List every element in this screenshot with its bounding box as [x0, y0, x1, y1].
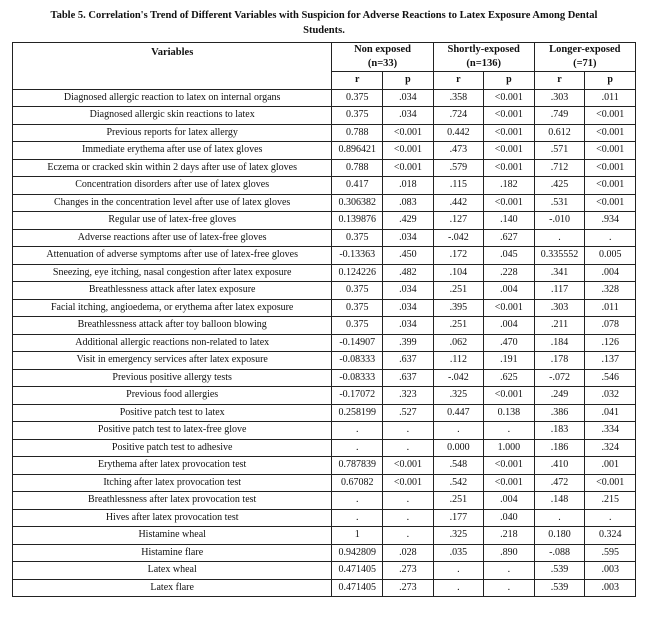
non-exposed-p-cell: <0.001 — [383, 124, 434, 142]
r-header: r — [332, 72, 383, 90]
longer-exposed-p-cell: <0.001 — [585, 194, 636, 212]
shortly-exposed-r-cell: .325 — [433, 387, 483, 405]
shortly-exposed-p-cell: .218 — [484, 527, 535, 545]
shortly-exposed-p-cell: .004 — [484, 492, 535, 510]
non-exposed-r-cell: 0.375 — [332, 89, 383, 107]
longer-exposed-p-cell: .032 — [585, 387, 636, 405]
table-row — [13, 142, 636, 160]
table-row — [13, 387, 636, 405]
non-exposed-r-cell: 0.896421 — [332, 142, 383, 160]
variable-label: Breathlessness attack after latex exposure — [13, 282, 332, 300]
shortly-exposed-r-cell: .724 — [433, 107, 483, 125]
table-row — [13, 299, 636, 317]
variable-label: Immediate erythema after use of latex gloves — [13, 142, 332, 160]
non-exposed-p-cell: .083 — [383, 194, 434, 212]
non-exposed-r-cell: -0.17072 — [332, 387, 383, 405]
shortly-exposed-r-cell: .548 — [433, 457, 483, 475]
longer-exposed-r-cell: .539 — [534, 579, 585, 597]
non-exposed-p-cell: .273 — [383, 579, 434, 597]
longer-exposed-r-cell: . — [534, 509, 585, 527]
shortly-exposed-r-cell: .325 — [433, 527, 483, 545]
variable-label: Erythema after latex provocation test — [13, 457, 332, 475]
longer-exposed-p-cell: <0.001 — [585, 124, 636, 142]
shortly-exposed-p-cell: <0.001 — [484, 387, 535, 405]
group-name: Longer-exposed — [549, 44, 621, 55]
variable-label: Changes in the concentration level after use of latex gloves — [13, 194, 332, 212]
shortly-exposed-r-cell: .395 — [433, 299, 483, 317]
group-name: Shortly-exposed — [447, 44, 520, 55]
variable-label: Facial itching, angioedema, or erythema after latex exposure — [13, 299, 332, 317]
longer-exposed-p-cell: . — [585, 509, 636, 527]
longer-exposed-p-cell: .934 — [585, 212, 636, 230]
longer-exposed-r-cell: .178 — [534, 352, 585, 370]
longer-exposed-r-cell: . — [534, 229, 585, 247]
variable-label: Visit in emergency services after latex exposure — [13, 352, 332, 370]
non-exposed-p-cell: .273 — [383, 562, 434, 580]
variable-label: Latex flare — [13, 579, 332, 597]
shortly-exposed-r-cell: . — [433, 422, 483, 440]
non-exposed-p-cell: .482 — [383, 264, 434, 282]
non-exposed-r-cell: 0.788 — [332, 124, 383, 142]
non-exposed-p-cell: .323 — [383, 387, 434, 405]
shortly-exposed-r-cell: -.042 — [433, 369, 483, 387]
variable-label: Previous positive allergy tests — [13, 369, 332, 387]
longer-exposed-r-cell: .186 — [534, 439, 585, 457]
variable-label: Sneezing, eye itching, nasal congestion after latex exposure — [13, 264, 332, 282]
variable-label: Diagnosed allergic skin reactions to latex — [13, 107, 332, 125]
longer-exposed-r-cell: -.010 — [534, 212, 585, 230]
caption-line-1: Table 5. Correlation's Trend of Different Variables with Suspicion for Adverse Reactions to Latex Exposure Among Dental — [50, 10, 598, 21]
longer-exposed-p-cell: .546 — [585, 369, 636, 387]
variable-label: Adverse reactions after use of latex-free gloves — [13, 229, 332, 247]
variables-header: Variables — [13, 43, 332, 90]
longer-exposed-p-cell: .126 — [585, 334, 636, 352]
longer-exposed-r-cell: .712 — [534, 159, 585, 177]
table-row — [13, 439, 636, 457]
correlation-table — [12, 42, 636, 597]
non-exposed-r-cell: -0.08333 — [332, 369, 383, 387]
non-exposed-p-cell: . — [383, 527, 434, 545]
shortly-exposed-r-cell: .172 — [433, 247, 483, 265]
shortly-exposed-p-cell: <0.001 — [484, 107, 535, 125]
variable-label: Eczema or cracked skin within 2 days after use of latex gloves — [13, 159, 332, 177]
longer-exposed-p-cell: <0.001 — [585, 474, 636, 492]
group-header-longer-exposed — [534, 43, 635, 72]
non-exposed-p-cell: .034 — [383, 89, 434, 107]
non-exposed-p-cell: <0.001 — [383, 474, 434, 492]
non-exposed-r-cell: . — [332, 439, 383, 457]
variable-label: Histamine flare — [13, 544, 332, 562]
longer-exposed-r-cell: .749 — [534, 107, 585, 125]
shortly-exposed-r-cell: .177 — [433, 509, 483, 527]
table-row — [13, 579, 636, 597]
table-row — [13, 282, 636, 300]
shortly-exposed-r-cell: 0.442 — [433, 124, 483, 142]
table-body — [13, 89, 636, 597]
variable-label: Histamine wheal — [13, 527, 332, 545]
shortly-exposed-p-cell: <0.001 — [484, 142, 535, 160]
longer-exposed-p-cell: 0.005 — [585, 247, 636, 265]
p-header: p — [585, 72, 636, 90]
shortly-exposed-p-cell: .182 — [484, 177, 535, 195]
non-exposed-r-cell: 0.471405 — [332, 562, 383, 580]
table-row — [13, 509, 636, 527]
shortly-exposed-r-cell: -.042 — [433, 229, 483, 247]
variable-label: Attenuation of adverse symptoms after use of latex-free gloves — [13, 247, 332, 265]
longer-exposed-p-cell: .011 — [585, 299, 636, 317]
longer-exposed-p-cell: .003 — [585, 579, 636, 597]
non-exposed-r-cell: 0.375 — [332, 299, 383, 317]
shortly-exposed-p-cell: .040 — [484, 509, 535, 527]
shortly-exposed-p-cell: <0.001 — [484, 299, 535, 317]
longer-exposed-p-cell: .003 — [585, 562, 636, 580]
table-row — [13, 369, 636, 387]
group-n: (n=33) — [367, 58, 398, 69]
table-caption — [4, 8, 644, 38]
table-row — [13, 474, 636, 492]
caption-line-2: Students. — [303, 25, 345, 36]
non-exposed-p-cell: <0.001 — [383, 142, 434, 160]
shortly-exposed-p-cell: <0.001 — [484, 159, 535, 177]
p-header: p — [383, 72, 434, 90]
longer-exposed-p-cell: .324 — [585, 439, 636, 457]
shortly-exposed-p-cell: <0.001 — [484, 457, 535, 475]
longer-exposed-r-cell: .341 — [534, 264, 585, 282]
variable-label: Regular use of latex-free gloves — [13, 212, 332, 230]
shortly-exposed-r-cell: .251 — [433, 282, 483, 300]
longer-exposed-r-cell: 0.180 — [534, 527, 585, 545]
shortly-exposed-p-cell: .228 — [484, 264, 535, 282]
table-row — [13, 89, 636, 107]
variable-label: Itching after latex provocation test — [13, 474, 332, 492]
non-exposed-p-cell: .637 — [383, 369, 434, 387]
longer-exposed-r-cell: .184 — [534, 334, 585, 352]
shortly-exposed-r-cell: 0.000 — [433, 439, 483, 457]
non-exposed-p-cell: .028 — [383, 544, 434, 562]
longer-exposed-p-cell: <0.001 — [585, 159, 636, 177]
longer-exposed-p-cell: . — [585, 229, 636, 247]
longer-exposed-r-cell: .303 — [534, 89, 585, 107]
non-exposed-r-cell: 0.258199 — [332, 404, 383, 422]
table-row — [13, 317, 636, 335]
shortly-exposed-p-cell: .625 — [484, 369, 535, 387]
longer-exposed-p-cell: .078 — [585, 317, 636, 335]
shortly-exposed-p-cell: <0.001 — [484, 124, 535, 142]
non-exposed-p-cell: . — [383, 492, 434, 510]
non-exposed-r-cell: . — [332, 509, 383, 527]
longer-exposed-p-cell: 0.324 — [585, 527, 636, 545]
longer-exposed-p-cell: .137 — [585, 352, 636, 370]
shortly-exposed-p-cell: <0.001 — [484, 474, 535, 492]
non-exposed-p-cell: .399 — [383, 334, 434, 352]
table-row — [13, 544, 636, 562]
table-row — [13, 264, 636, 282]
non-exposed-r-cell: 0.124226 — [332, 264, 383, 282]
longer-exposed-r-cell: .183 — [534, 422, 585, 440]
non-exposed-p-cell: .034 — [383, 107, 434, 125]
non-exposed-p-cell: . — [383, 439, 434, 457]
non-exposed-p-cell: .429 — [383, 212, 434, 230]
variable-label: Latex wheal — [13, 562, 332, 580]
group-header-row — [13, 43, 636, 72]
longer-exposed-r-cell: .386 — [534, 404, 585, 422]
non-exposed-r-cell: 0.417 — [332, 177, 383, 195]
non-exposed-p-cell: .527 — [383, 404, 434, 422]
longer-exposed-p-cell: <0.001 — [585, 142, 636, 160]
longer-exposed-p-cell: .011 — [585, 89, 636, 107]
table-row — [13, 334, 636, 352]
shortly-exposed-r-cell: 0.447 — [433, 404, 483, 422]
non-exposed-r-cell: 0.471405 — [332, 579, 383, 597]
table-row — [13, 194, 636, 212]
shortly-exposed-p-cell: .470 — [484, 334, 535, 352]
table-row — [13, 457, 636, 475]
non-exposed-r-cell: 0.375 — [332, 282, 383, 300]
group-n: (=71) — [573, 58, 597, 69]
shortly-exposed-p-cell: . — [484, 562, 535, 580]
shortly-exposed-p-cell: .191 — [484, 352, 535, 370]
non-exposed-r-cell: -0.08333 — [332, 352, 383, 370]
shortly-exposed-p-cell: .004 — [484, 317, 535, 335]
shortly-exposed-p-cell: 1.000 — [484, 439, 535, 457]
longer-exposed-r-cell: .211 — [534, 317, 585, 335]
variable-label: Breathlessness attack after toy balloon blowing — [13, 317, 332, 335]
shortly-exposed-r-cell: .442 — [433, 194, 483, 212]
table-row — [13, 404, 636, 422]
longer-exposed-p-cell: <0.001 — [585, 107, 636, 125]
variable-label: Positive patch test to latex-free glove — [13, 422, 332, 440]
shortly-exposed-r-cell: .542 — [433, 474, 483, 492]
non-exposed-r-cell: 0.787839 — [332, 457, 383, 475]
non-exposed-r-cell: 0.375 — [332, 317, 383, 335]
longer-exposed-r-cell: 0.612 — [534, 124, 585, 142]
non-exposed-r-cell: -0.14907 — [332, 334, 383, 352]
non-exposed-r-cell: 0.67082 — [332, 474, 383, 492]
shortly-exposed-p-cell: .045 — [484, 247, 535, 265]
table-row — [13, 229, 636, 247]
group-header-non-exposed — [332, 43, 433, 72]
shortly-exposed-r-cell: .112 — [433, 352, 483, 370]
non-exposed-r-cell: 0.375 — [332, 107, 383, 125]
longer-exposed-p-cell: .215 — [585, 492, 636, 510]
table-row — [13, 352, 636, 370]
longer-exposed-p-cell: .328 — [585, 282, 636, 300]
shortly-exposed-r-cell: .358 — [433, 89, 483, 107]
table-row — [13, 212, 636, 230]
variable-label: Positive patch test to adhesive — [13, 439, 332, 457]
non-exposed-r-cell: 0.375 — [332, 229, 383, 247]
shortly-exposed-p-cell: .627 — [484, 229, 535, 247]
longer-exposed-r-cell: .117 — [534, 282, 585, 300]
table-row — [13, 177, 636, 195]
group-header-shortly-exposed — [433, 43, 534, 72]
table-row — [13, 247, 636, 265]
non-exposed-p-cell: .034 — [383, 282, 434, 300]
longer-exposed-r-cell: 0.335552 — [534, 247, 585, 265]
non-exposed-r-cell: . — [332, 422, 383, 440]
longer-exposed-r-cell: .539 — [534, 562, 585, 580]
longer-exposed-r-cell: .303 — [534, 299, 585, 317]
longer-exposed-r-cell: -.072 — [534, 369, 585, 387]
non-exposed-p-cell: <0.001 — [383, 457, 434, 475]
table-row — [13, 124, 636, 142]
variable-label: Previous food allergies — [13, 387, 332, 405]
group-name: Non exposed — [354, 44, 411, 55]
shortly-exposed-p-cell: 0.138 — [484, 404, 535, 422]
shortly-exposed-r-cell: .035 — [433, 544, 483, 562]
non-exposed-p-cell: .034 — [383, 299, 434, 317]
non-exposed-r-cell: 0.139876 — [332, 212, 383, 230]
shortly-exposed-r-cell: .062 — [433, 334, 483, 352]
longer-exposed-r-cell: .472 — [534, 474, 585, 492]
shortly-exposed-r-cell: .579 — [433, 159, 483, 177]
r-header: r — [534, 72, 585, 90]
non-exposed-p-cell: .034 — [383, 317, 434, 335]
non-exposed-r-cell: . — [332, 492, 383, 510]
longer-exposed-r-cell: -.088 — [534, 544, 585, 562]
table-row — [13, 492, 636, 510]
shortly-exposed-p-cell: . — [484, 422, 535, 440]
shortly-exposed-p-cell: . — [484, 579, 535, 597]
non-exposed-r-cell: 0.788 — [332, 159, 383, 177]
non-exposed-p-cell: .450 — [383, 247, 434, 265]
shortly-exposed-r-cell: .251 — [433, 317, 483, 335]
shortly-exposed-r-cell: . — [433, 562, 483, 580]
non-exposed-p-cell: .018 — [383, 177, 434, 195]
variable-label: Concentration disorders after use of latex gloves — [13, 177, 332, 195]
table-row — [13, 159, 636, 177]
table-row — [13, 562, 636, 580]
variable-label: Diagnosed allergic reaction to latex on internal organs — [13, 89, 332, 107]
non-exposed-p-cell: <0.001 — [383, 159, 434, 177]
longer-exposed-p-cell: .041 — [585, 404, 636, 422]
shortly-exposed-r-cell: .473 — [433, 142, 483, 160]
variable-label: Hives after latex provocation test — [13, 509, 332, 527]
table-row — [13, 527, 636, 545]
non-exposed-p-cell: .637 — [383, 352, 434, 370]
shortly-exposed-p-cell: .140 — [484, 212, 535, 230]
longer-exposed-p-cell: <0.001 — [585, 177, 636, 195]
longer-exposed-p-cell: .595 — [585, 544, 636, 562]
variable-label: Positive patch test to latex — [13, 404, 332, 422]
non-exposed-p-cell: . — [383, 422, 434, 440]
shortly-exposed-r-cell: .251 — [433, 492, 483, 510]
r-header: r — [433, 72, 483, 90]
longer-exposed-r-cell: .531 — [534, 194, 585, 212]
variable-label: Breathlessness after latex provocation test — [13, 492, 332, 510]
non-exposed-p-cell: .034 — [383, 229, 434, 247]
shortly-exposed-r-cell: .115 — [433, 177, 483, 195]
shortly-exposed-r-cell: .127 — [433, 212, 483, 230]
shortly-exposed-r-cell: . — [433, 579, 483, 597]
table-row — [13, 107, 636, 125]
longer-exposed-r-cell: .148 — [534, 492, 585, 510]
longer-exposed-r-cell: .249 — [534, 387, 585, 405]
longer-exposed-r-cell: .410 — [534, 457, 585, 475]
table-row — [13, 422, 636, 440]
longer-exposed-p-cell: .004 — [585, 264, 636, 282]
non-exposed-r-cell: 0.942809 — [332, 544, 383, 562]
variable-label: Additional allergic reactions non-related to latex — [13, 334, 332, 352]
shortly-exposed-r-cell: .104 — [433, 264, 483, 282]
non-exposed-p-cell: . — [383, 509, 434, 527]
shortly-exposed-p-cell: .004 — [484, 282, 535, 300]
shortly-exposed-p-cell: <0.001 — [484, 89, 535, 107]
shortly-exposed-p-cell: .890 — [484, 544, 535, 562]
longer-exposed-r-cell: .571 — [534, 142, 585, 160]
longer-exposed-p-cell: .001 — [585, 457, 636, 475]
non-exposed-r-cell: -0.13363 — [332, 247, 383, 265]
longer-exposed-r-cell: .425 — [534, 177, 585, 195]
variable-label: Previous reports for latex allergy — [13, 124, 332, 142]
shortly-exposed-p-cell: <0.001 — [484, 194, 535, 212]
longer-exposed-p-cell: .334 — [585, 422, 636, 440]
non-exposed-r-cell: 1 — [332, 527, 383, 545]
non-exposed-r-cell: 0.306382 — [332, 194, 383, 212]
p-header: p — [484, 72, 535, 90]
group-n: (n=136) — [466, 58, 501, 69]
